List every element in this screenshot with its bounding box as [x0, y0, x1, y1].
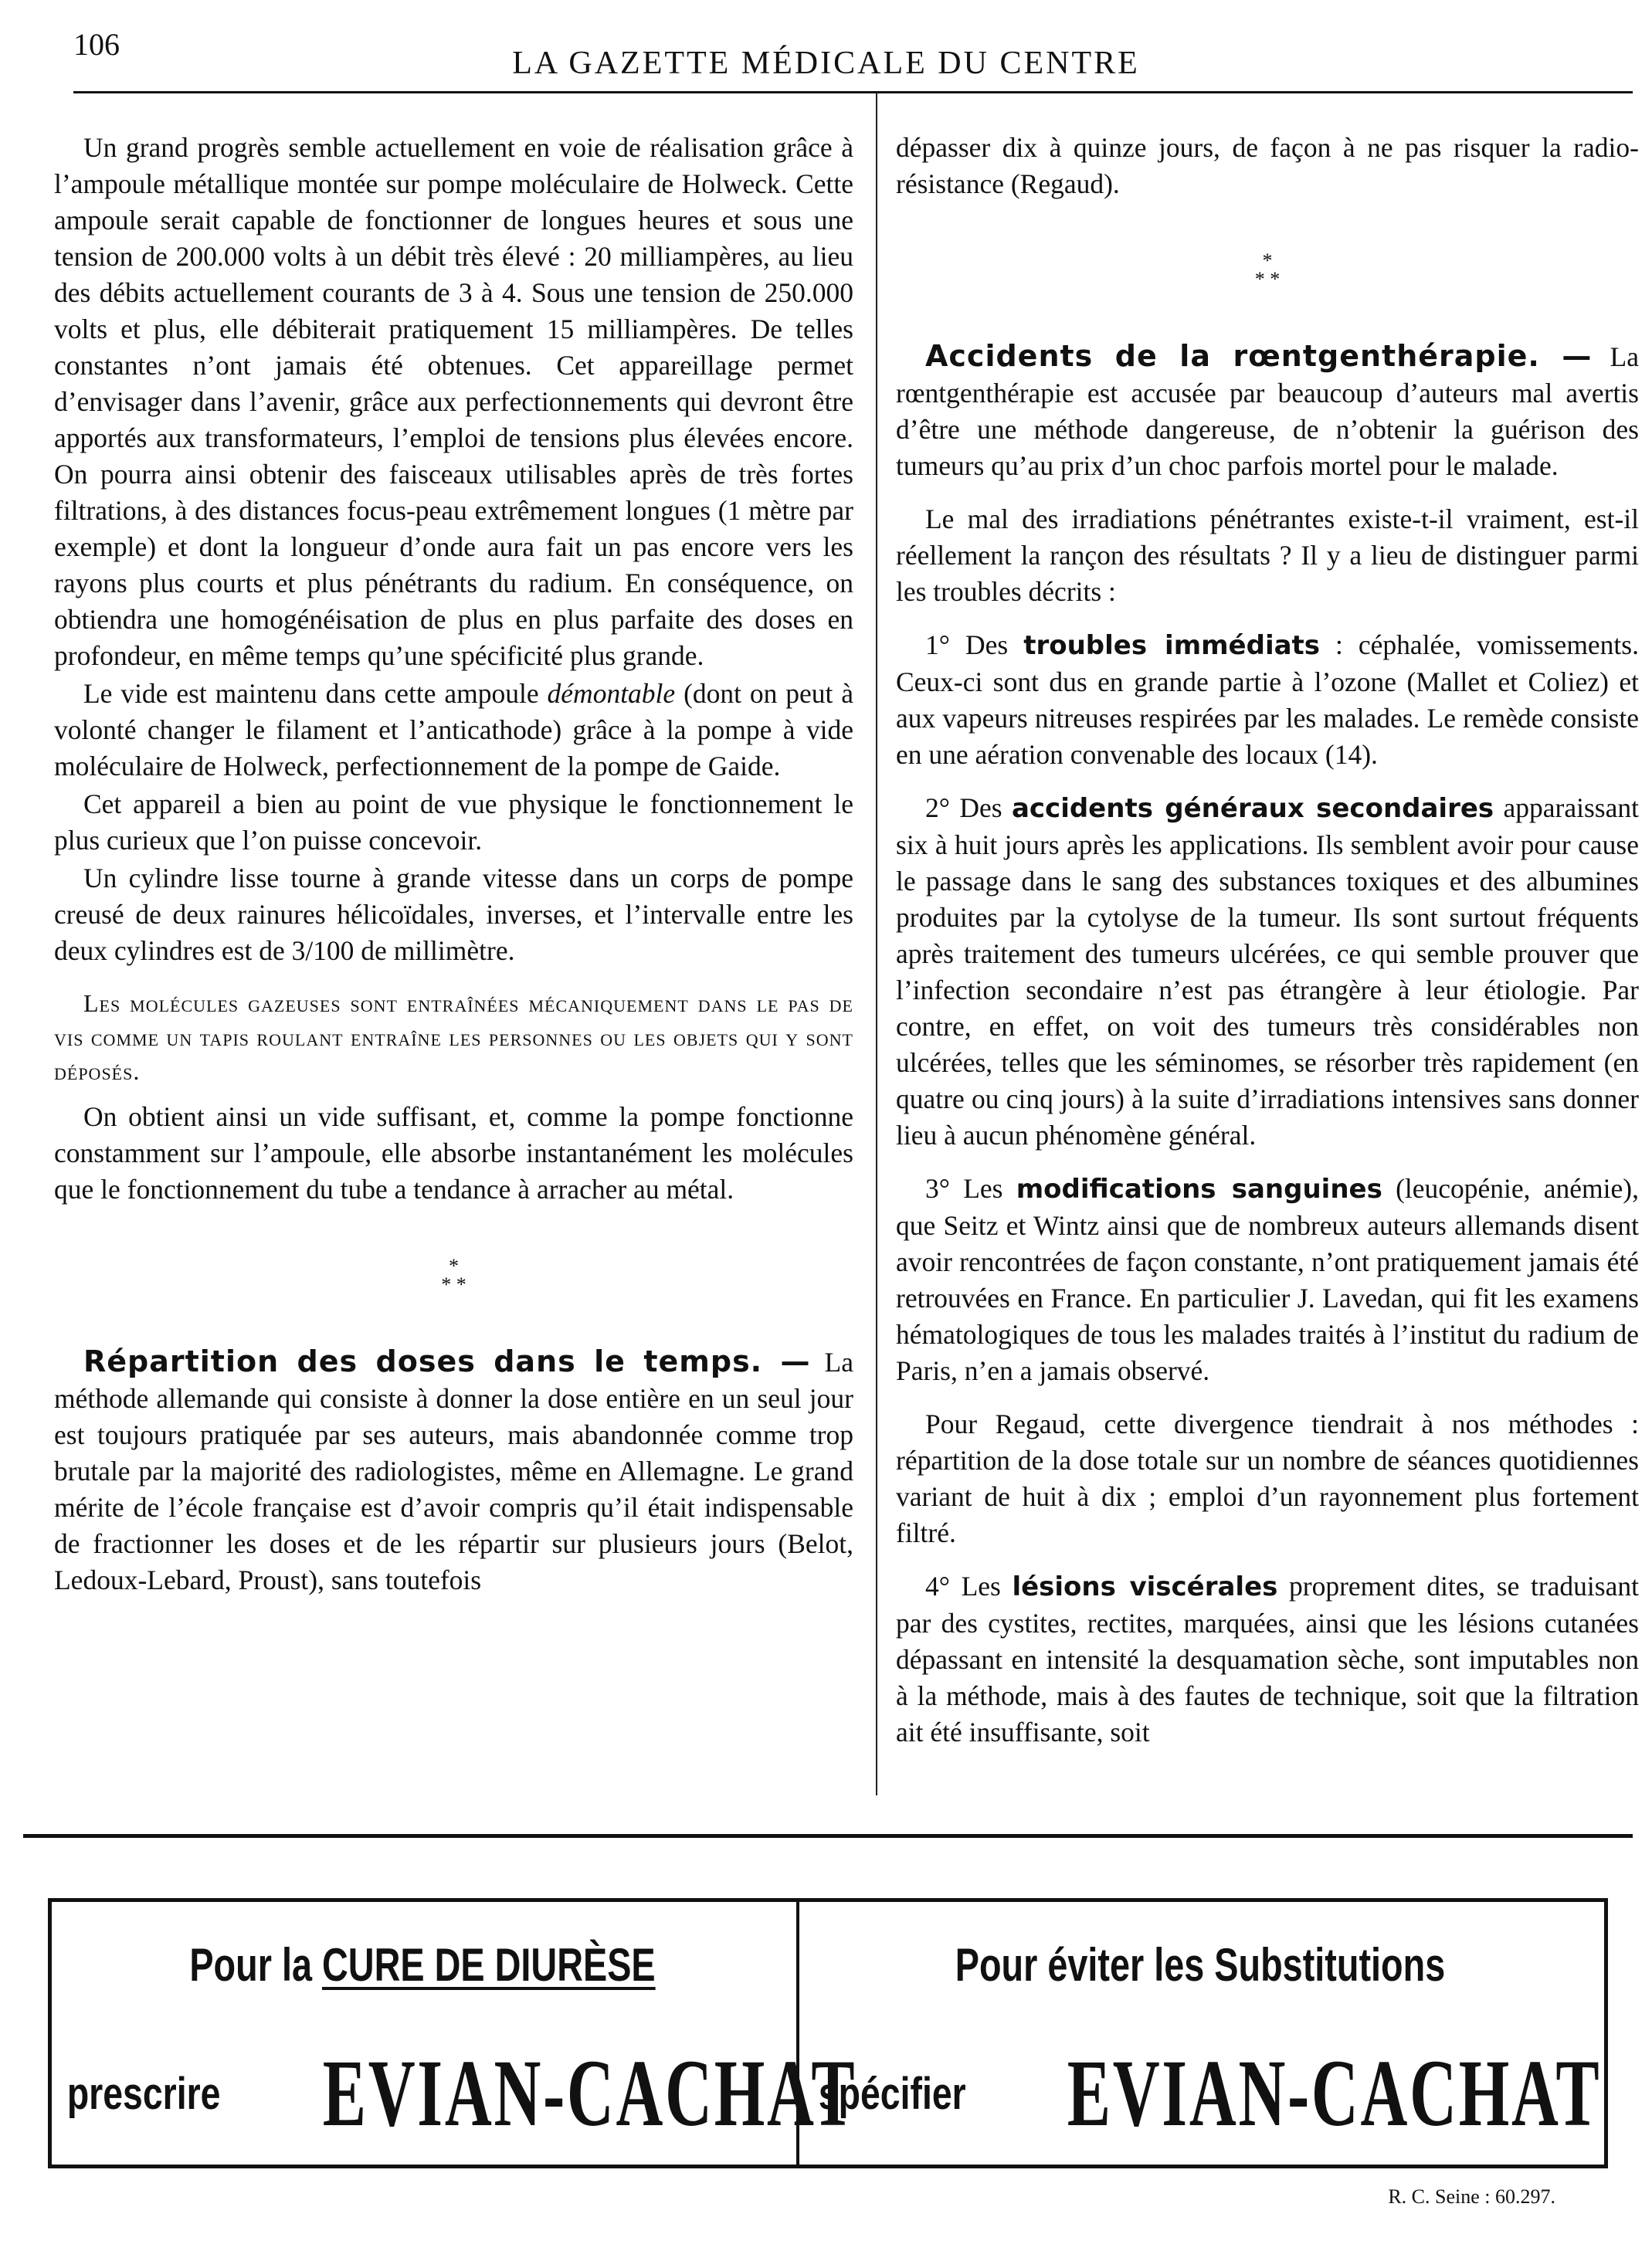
section-separator: * * *	[1254, 249, 1281, 290]
right-column	[896, 130, 1639, 1751]
item-number: 2° Des	[925, 792, 1012, 823]
paragraph: Un cylindre lisse tourne à grande vitesse dans un corps de pompe creusé de deux rainures hélicoïdales, inverses, et l’intervalle entre les deux cylindres est de 3/100 de millimètre.	[54, 863, 853, 966]
item-text: (leucopénie, anémie), que Seitz et Wintz ainsi que de nombreux auteurs allemands disent avoir rencontrées de façon constante, n’ont pratiquement jamais été retrouvées en France. En particulier J. Lavedan, qui fit les examens hématologiques de tous les malades traités à l’institut du radium de Paris, n’en a jamais observé.	[896, 1173, 1639, 1386]
paragraph: On obtient ainsi un vide suffisant, et, comme la pompe fonctionne constamment sur l’ampoule, elle absorbe instantanément les molécules que le fonctionnement du tube a tendance à arracher au métal.	[54, 1101, 853, 1205]
ad-underlined-text: CURE DE DIURÈSE	[321, 1939, 656, 1991]
ad-headline	[131, 1938, 715, 1992]
item-term: lésions viscérales	[1012, 1571, 1278, 1602]
smallcaps-paragraph: Les molécules gazeuses sont entraînées mécaniquement dans le pas de vis comme un tapis roulant entraîne les personnes ou les objets qui y sont déposés.	[54, 989, 853, 1085]
section-paragraph	[54, 1344, 853, 1598]
list-item	[896, 790, 1639, 1154]
item-text: apparaissant six à huit jours après les applications. Ils semblent avoir pour cause le passage dans le sang des substances toxiques et des albumines produites par la cytolyse de la tumeur. Ils sont surtout fréquents après traitement des tumeurs ulcérées, ce qui semble prouver que l’infection secondaire n’est pas étrangère à leur étiologie. Par contre, en effet, on voit des tumeurs très considérables non ulcérées, telles que les séminomes, se résorber très rapidement (en quatre ou cinq jours) à la suite d’irradiations intensives sans donner lieu à aucun phénomène général.	[896, 792, 1639, 1151]
item-number: 4° Les	[925, 1571, 1013, 1602]
paragraph: Un grand progrès semble actuellement en voie de réalisation grâce à l’ampoule métallique montée sur pompe moléculaire de Holweck. Cette ampoule serait capable de fonctionner de longues heures et sous une tension de 200.000 volts à un débit très élevé : 20 milliampères, au lieu des débits actuellement courants de 3 à 4. Sous une tension de 250.000 volts et plus, elle débiterait pratiquement 15 milliampères. De telles constantes n’ont jamais été obtenues. Cet appareillage permet d’envisager dans l’avenir, grâce aux perfectionnements qui devront être apportés aux transformateurs, l’emploi de tensions plus élevées encore. On pourra ainsi obtenir des faisceaux utilisables après de très fortes filtrations, à des distances focus-peau extrêmement longues (1 mètre par exemple) et dont la longueur d’onde aura fait un pas encore vers les rayons plus courts et plus pénétrants du radium. En conséquence, on obtiendra une homogénéisation de plus en plus parfaite des doses en profondeur, en même temps qu’une spécificité plus grande.	[54, 132, 853, 671]
left-column	[54, 130, 853, 1598]
journal-title: LA GAZETTE MÉDICALE DU CENTRE	[512, 46, 1140, 81]
list-item	[896, 627, 1639, 773]
paragraph: dépasser dix à quinze jours, de façon à ne pas risquer la radio-résistance (Regaud).	[896, 132, 1639, 199]
advertisement-right	[800, 1898, 1600, 2161]
section-separator: * * *	[441, 1255, 466, 1296]
item-number: 3° Les	[925, 1173, 1016, 1204]
header-rule	[73, 91, 1633, 93]
item-text: proprement dites, se traduisant par des cystites, rectites, marquées, ainsi que les lésions cutanées dépassant en intensité la desquamation sèche, sont imputables non à la méthode, mais à des fautes de technique, soit que la filtration ait été insuffisante, soit	[896, 1571, 1639, 1748]
text-span: (dont on peut à volonté changer le filament et l’anticathode) grâce à la pompe à vide moléculaire de Holweck, perfectionnement de la pompe de Gaide.	[54, 678, 854, 781]
ad-brand: EVIAN-CACHAT	[322, 2040, 857, 2146]
section-title: Accidents de la rœntgenthérapie. —	[925, 339, 1593, 373]
footer-rule	[23, 1834, 1633, 1838]
paragraph	[54, 676, 853, 785]
registration-number: R. C. Seine : 60.297.	[1388, 2185, 1555, 2208]
ad-verb: spécifier	[818, 2068, 966, 2119]
section-text: La rœntgenthérapie est accusée par beaucoup d’auteurs mal avertis d’être une méthode dangereuse, de n’obtenir la guérison des tumeurs qu’au prix d’un choc parfois mortel pour le malade.	[896, 341, 1639, 481]
ad-prefix: Pour la	[189, 1939, 322, 1991]
ad-headline: Pour éviter les Substitutions	[955, 1939, 1446, 1991]
item-term: accidents généraux secondaires	[1011, 793, 1494, 824]
list-item	[896, 1568, 1639, 1751]
ad-verb: prescrire	[66, 2068, 221, 2119]
ad-brand-line	[48, 2039, 857, 2148]
italic-term: démontable	[547, 678, 676, 709]
text-span: Le vide est maintenu dans cette ampoule	[83, 678, 548, 709]
section-text: La méthode allemande qui consiste à donner la dose entière en un seul jour est toujours pratiquée par ses auteurs, mais abandonnée comme trop brutale par la majorité des radiologistes, même en Allemagne. Le grand mérite de l’école française est d’avoir compris qu’il était indispensable de fractionner les doses et de les répartir sur plusieurs jours (Belot, Ledoux-Lebard, Proust), sans toutefois	[54, 1347, 853, 1595]
section-title: Répartition des doses dans le temps. —	[83, 1344, 811, 1378]
list-item	[896, 1171, 1639, 1389]
column-divider	[876, 93, 877, 1795]
item-term: modifications sanguines	[1016, 1174, 1382, 1205]
advertisement-left	[48, 1898, 857, 2161]
item-number: 1° Des	[925, 629, 1024, 660]
ad-brand: EVIAN-CACHAT	[1067, 2040, 1602, 2146]
item-text: : céphalée, vomissements. Ceux-ci sont dus en grande partie à l’ozone (Mallet et Coliez) et aux vapeurs nitreuses respirées par les malades. Le remède consiste en une aération convenable des locaux (14).	[896, 629, 1639, 770]
page-number: 106	[73, 27, 120, 62]
paragraph: Le mal des irradiations pénétrantes existe-t-il vraiment, est-il réellement la rançon des résultats ? Il y a lieu de distinguer parmi les troubles décrits :	[896, 503, 1639, 607]
paragraph: Pour Regaud, cette divergence tiendrait à nos méthodes : répartition de la dose totale sur un nombre de séances quotidiennes variant de huit à dix ; emploi d’un rayonnement plus fortement filtré.	[896, 1409, 1639, 1548]
paragraph: Cet appareil a bien au point de vue physique le fonctionnement le plus curieux que l’on puisse concevoir.	[54, 788, 853, 856]
ad-brand-line	[800, 2039, 1600, 2148]
item-term: troubles immédiats	[1023, 630, 1321, 661]
section-paragraph	[896, 338, 1639, 484]
